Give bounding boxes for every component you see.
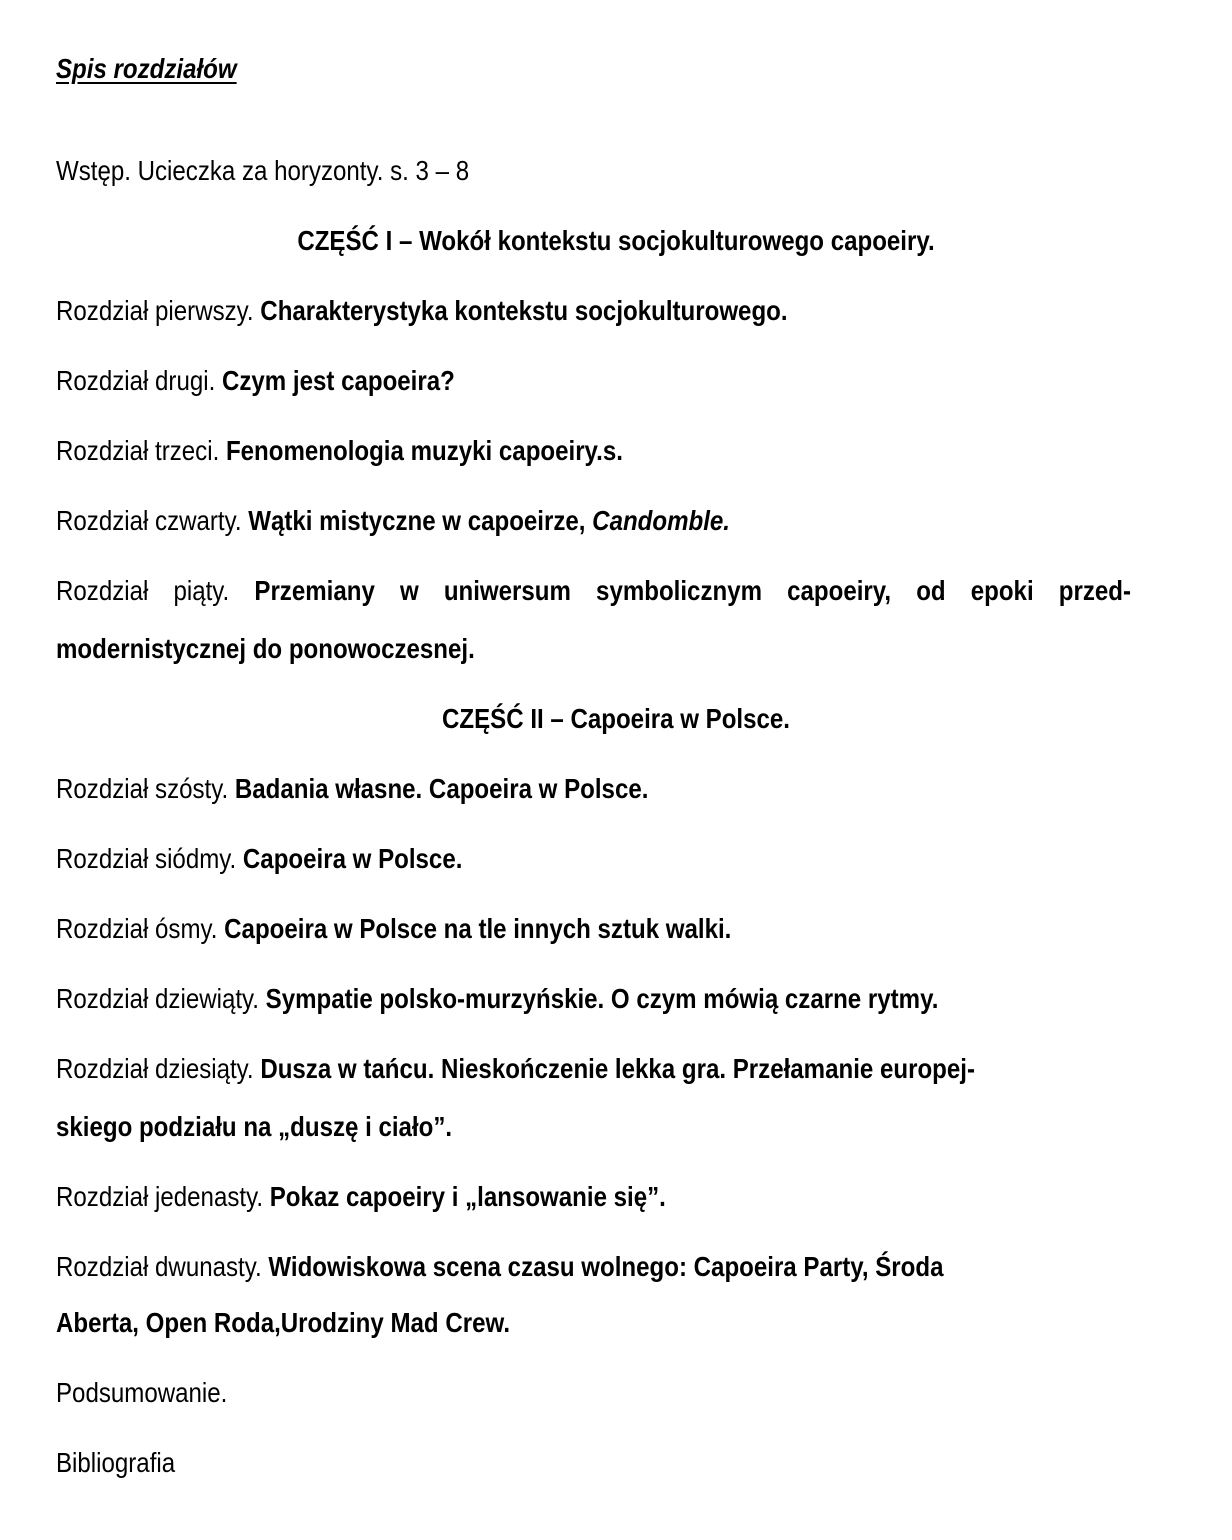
toc-entry-3 — [56, 434, 623, 468]
chapter-title: Widowiskowa scena czasu wolnego: Capoeira Party, Środa — [268, 1251, 944, 1282]
chapter-title: Capoeira w Polsce na tle innych sztuk walki. — [224, 913, 732, 944]
toc-entry-11 — [56, 1180, 666, 1214]
chapter-prefix: Rozdział dziewiąty. — [56, 983, 259, 1014]
chapter-prefix: Rozdział trzeci. — [56, 435, 220, 466]
chapter-prefix: Rozdział czwarty. — [56, 505, 242, 536]
toc-entry-1 — [56, 294, 788, 328]
toc-entry-4 — [56, 504, 730, 538]
toc-entry-12 — [56, 1250, 943, 1284]
toc-entry-5 — [56, 574, 1131, 608]
bibliography-entry: Bibliografia — [56, 1447, 176, 1478]
chapter-title: Badania własne. Capoeira w Polsce. — [234, 773, 649, 804]
toc-entry-10 — [56, 1052, 975, 1086]
chapter-prefix: Rozdział jedenasty. — [56, 1181, 264, 1212]
chapter-title: Charakterystyka kontekstu socjokulturowego. — [260, 295, 788, 326]
chapter-title: Wątki mistyczne w capoeirze, — [248, 505, 586, 536]
part-two-heading: CZĘŚĆ II – Capoeira w Polsce. — [442, 703, 790, 734]
chapter-title: Fenomenologia muzyki capoeiry.s. — [225, 435, 623, 466]
intro-entry: Wstęp. Ucieczka za horyzonty. s. 3 – 8 — [56, 155, 470, 186]
chapter-prefix: Rozdział szósty. — [56, 773, 229, 804]
page-title: Spis rozdziałów — [56, 53, 237, 84]
chapter-title: Dusza w tańcu. Nieskończenie lekka gra. Przełamanie europej- — [260, 1053, 975, 1084]
toc-entry-9 — [56, 982, 938, 1016]
chapter-title: Pokaz capoeiry i „lansowanie się”. — [269, 1181, 666, 1212]
toc-entry-10-continuation: skiego podziału na „duszę i ciało”. — [56, 1111, 453, 1142]
part-one-heading: CZĘŚĆ I – Wokół kontekstu socjokulturowego capoeiry. — [297, 225, 935, 256]
toc-entry-6 — [56, 772, 648, 806]
chapter-prefix: Rozdział drugi. — [56, 365, 216, 396]
toc-entry-5-continuation: modernistycznej do ponowoczesnej. — [56, 633, 475, 664]
chapter-title: Capoeira w Polsce. — [242, 843, 463, 874]
chapter-prefix: Rozdział siódmy. — [56, 843, 237, 874]
chapter-prefix: Rozdział ósmy. — [56, 913, 218, 944]
chapter-prefix: Rozdział piąty. — [56, 575, 230, 606]
chapter-prefix: Rozdział pierwszy. — [56, 295, 254, 326]
toc-entry-8 — [56, 912, 731, 946]
chapter-prefix: Rozdział dwunasty. — [56, 1251, 262, 1282]
chapter-title-italic: Candomble. — [592, 505, 730, 536]
toc-entry-12-continuation: Aberta, Open Roda,Urodziny Mad Crew. — [56, 1307, 511, 1338]
toc-entry-7 — [56, 842, 462, 876]
chapter-title: Sympatie polsko-murzyńskie. O czym mówią czarne rytmy. — [265, 983, 939, 1014]
chapter-title: Przemiany w uniwersum symbolicznym capoeiry, od epoki przed- — [254, 575, 1132, 606]
summary-entry: Podsumowanie. — [56, 1377, 228, 1408]
chapter-title: Czym jest capoeira? — [221, 365, 455, 396]
toc-entry-2 — [56, 364, 455, 398]
chapter-prefix: Rozdział dziesiąty. — [56, 1053, 254, 1084]
